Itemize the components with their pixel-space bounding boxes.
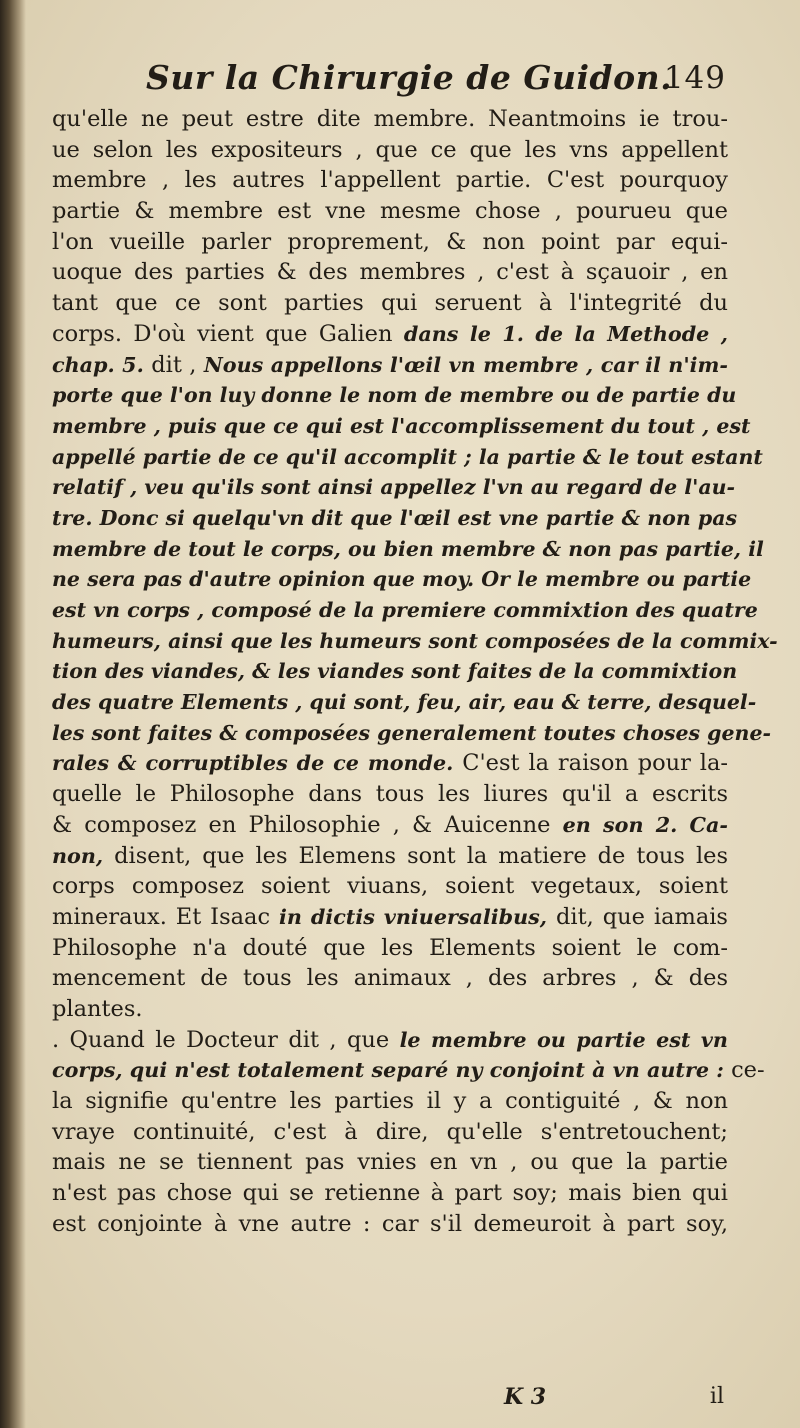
text-line: membre de tout le corps, ou bien membre & non pas partie, il [52,536,764,561]
text-line: est conjointe à vne autre : car s'il demeuroit à part soy, [52,1210,728,1237]
italic-text: rales & corruptibles de ce monde. [52,751,463,776]
roman-text: mineraux. Et Isaac [52,903,279,930]
roman-text: disent, que les Elemens sont la matiere de tous les [114,842,728,869]
text-line [52,841,728,872]
text-line: membre , les autres l'appellent partie. C'est pourquoy [52,167,728,194]
text-line: n'est pas chose qui se retienne à part soy; mais bien qui [52,1180,728,1207]
text-line: ue selon les expositeurs , que ce que les vns appellent [52,136,728,163]
italic-text: chap. 5. [52,352,152,377]
text-line [52,350,728,381]
roman-text: C'est la raison pour la- [462,750,728,777]
roman-text: . Quand le Docteur dit , que [52,1026,400,1053]
text-line: les sont faites & composées generalement toutes choses gene- [52,720,771,745]
text-line: mais ne se tiennent pas vnies en vn , ou que la partie [52,1149,728,1176]
text-line: corps composez soient viuans, soient vegetaux, soient [52,873,728,900]
roman-text: dit, que iamais [556,903,728,930]
roman-text: dit , [151,351,204,378]
running-title: Sur la Chirurgie de Guidon. [146,58,673,97]
text-line: membre , puis que ce qui est l'accomplissement du tout , est [52,413,751,438]
roman-text: corps. D'où vient que Galien [52,320,404,347]
italic-text: non, [52,843,115,868]
text-line: tion des viandes, & les viandes sont faites de la commixtion [52,659,738,684]
running-head [52,58,726,108]
text-line: des quatre Elements , qui sont, feu, air, eau & terre, desquel- [52,690,757,715]
page-number: 149 [663,60,726,96]
text-line: l'on vueille parler proprement, & non point par equi- [52,228,728,255]
text-line: est vn corps , composé de la premiere commixtion des quatre [52,598,758,622]
text-line: Philosophe n'a douté que les Elements soient le com- [52,934,728,961]
italic-text: le membre ou partie est vn [399,1027,728,1052]
text-line: relatif , veu qu'ils sont ainsi appellez l'vn au regard de l'au- [52,475,736,500]
italic-text: dans le 1. de la Methode , [403,321,728,346]
text-line [52,319,728,350]
text-line: quelle le Philosophe dans tous les liures qu'il a escrits [52,781,728,808]
text-line: qu'elle ne peut estre dite membre. Neantmoins ie trou- [52,106,728,132]
text-line: porte que l'on luy donne le nom de membre ou de partie du [52,383,737,408]
catchword: il [709,1384,724,1409]
text-line [52,1055,765,1086]
text-line: uoque des parties & des membres , c'est à sçauoir , en [52,259,728,286]
italic-text: corps, qui n'est totalement separé ny conjoint à vn autre : [52,1058,732,1083]
text-line [52,810,728,841]
text-line: ne sera pas d'autre opinion que moy. Or le membre ou partie [52,567,752,592]
italic-text: en son 2. Ca- [562,812,728,837]
roman-text: & composez en Philosophie , & Auicenne [52,811,563,838]
text-line: plantes. [52,995,143,1022]
text-line [52,1025,728,1056]
italic-text: in dictis vniuersalibus, [279,904,556,929]
catchline [52,1384,728,1414]
text-line: la signifie qu'entre les parties il y a contiguité , & non [52,1088,728,1114]
body-text [52,104,778,1239]
italic-text: Nous appellons l'œil vn membre , car il n'im- [203,352,728,377]
text-line: vraye continuité, c'est à dire, qu'elle s'entretouchent; [52,1118,728,1145]
binding-gutter [0,0,26,1428]
text-line: humeurs, ainsi que les humeurs sont composées de la commix- [52,628,778,653]
text-line: tre. Donc si quelqu'vn dit que l'œil est vne partie & non pas [52,505,738,530]
text-line: partie & membre est vne mesme chose , pourueu que [52,198,728,225]
text-line: tant que ce sont parties qui seruent à l'integrité du [52,290,728,317]
roman-text: ce- [731,1057,765,1084]
signature-mark: K 3 [504,1384,547,1410]
text-line: mencement de tous les animaux , des arbres , & des [52,965,728,992]
text-line [52,902,728,933]
text-line [52,748,728,779]
text-line: appellé partie de ce qu'il accomplit ; la partie & le tout estant [52,444,763,469]
